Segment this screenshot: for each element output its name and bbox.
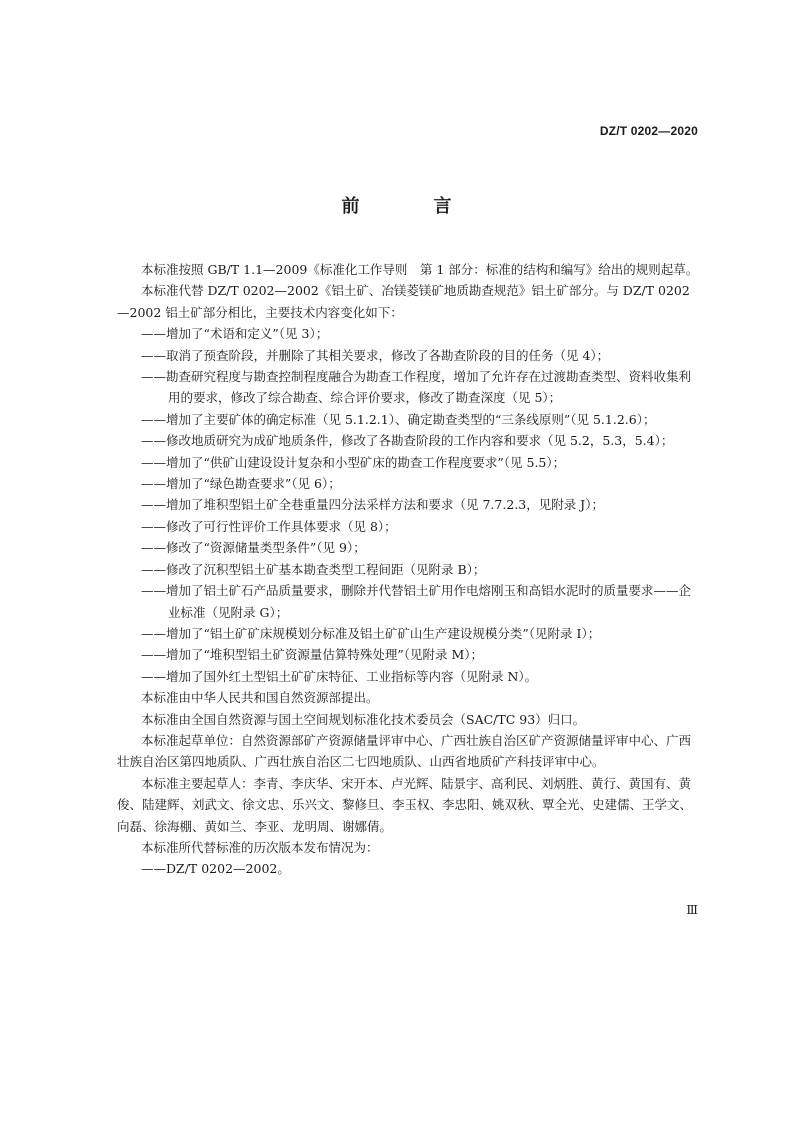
paragraph-drafting-rules: 本标准按照 GB/T 1.1—2009《标准化工作导则 第 1 部分：标准的结构和编写》给出的规则起草。 bbox=[141, 262, 699, 277]
paragraph-proposer: 本标准由中华人民共和国自然资源部提出。 bbox=[141, 690, 379, 706]
standard-code: DZ/T 0202—2020 bbox=[599, 124, 698, 138]
list-item: ——修改地质研究为成矿地质条件，修改了各勘查阶段的工作内容和要求（见 5.2，5.3，5.4）； bbox=[141, 433, 674, 449]
list-item: ——增加了铝土矿石产品质量要求，删除并代替铝土矿用作电熔刚玉和高铝水泥时的质量要求——企业标准（见附录 G）； bbox=[141, 583, 692, 620]
list-item: ——修改了可行性评价工作具体要求（见 8）； bbox=[141, 518, 397, 534]
list-item: ——增加了“绿色勘查要求”（见 6）； bbox=[141, 476, 341, 492]
list-item: ——增加了国外红土型铝土矿矿床特征、工业指标等内容（见附录 N）。 bbox=[141, 668, 538, 684]
list-item: ——增加了主要矿体的确定标准（见 5.1.2.1）、确定勘查类型的“三条线原则”（见 5.1.2.6）； bbox=[141, 411, 656, 427]
list-item: ——勘查研究程度与勘查控制程度融合为勘查工作程度，增加了允许存在过渡勘查类型、资料收集利用的要求，修改了综合勘查、综合评价要求，修改了勘查深度（见 5）； bbox=[141, 369, 692, 406]
page-number: Ⅲ bbox=[686, 903, 698, 917]
history-item: ——DZ/T 0202—2002。 bbox=[141, 861, 290, 877]
paragraph-drafting-units: 本标准起草单位：自然资源部矿产资源储量评审中心、广西壮族自治区矿产资源储量评审中心、广西壮族自治区第四地质队、广西壮族自治区二七四地质队、山西省地质矿产科技评审中心。 bbox=[117, 732, 692, 770]
list-item: ——增加了“术语和定义”（见 3）； bbox=[141, 326, 329, 342]
changes-list bbox=[117, 323, 701, 687]
list-item: ——增加了堆积型铝土矿全巷重量四分法采样方法和要求（见 7.7.2.3，见附录 J）； bbox=[141, 497, 604, 513]
paragraph-history-intro: 本标准所代替标准的历次版本发布情况为： bbox=[141, 839, 379, 855]
list-item: ——修改了沉积型铝土矿基本勘查类型工程间距（见附录 B）； bbox=[141, 561, 486, 577]
list-item: ——增加了“堆积型铝土矿资源量估算特殊处理”（见附录 M）； bbox=[141, 647, 484, 663]
list-item: ——取消了预查阶段，并删除了其相关要求，修改了各勘查阶段的目的任务（见 4）； bbox=[141, 347, 610, 363]
paragraph-committee: 本标准由全国自然资源与国土空间规划标准化技术委员会（SAC/TC 93）归口。 bbox=[141, 711, 586, 727]
paragraph-drafters: 本标准主要起草人：李青、李庆华、宋开本、卢光辉、陆景宇、高利民、刘炳胜、黄行、黄国有、黄俊、陆建辉、刘武文、徐文忠、乐兴文、黎修旦、李玉权、李忠阳、姚双秋、覃全光、史建儒、王学文、向磊、徐海棚、黄如兰、李亚、龙明周、谢娜倩。 bbox=[117, 775, 693, 834]
paragraph-replacement: 本标准代替 DZ/T 0202—2002《铝土矿、冶镁菱镁矿地质勘查规范》铝土矿部分。与 DZ/T 0202—2002 铝土矿部分相比，主要技术内容变化如下： bbox=[117, 283, 690, 320]
page-title: 前 言 bbox=[341, 196, 480, 217]
list-item: ——修改了“资源储量类型条件”（见 9）； bbox=[141, 540, 366, 556]
foreword-body bbox=[117, 259, 701, 880]
list-item: ——增加了“供矿山建设设计复杂和小型矿床的勘查工作程度要求”（见 5.5）； bbox=[141, 454, 566, 470]
list-item: ——增加了“铝土矿矿床规模划分标准及铝土矿矿山生产建设规模分类”（见附录 I）； bbox=[141, 625, 601, 641]
